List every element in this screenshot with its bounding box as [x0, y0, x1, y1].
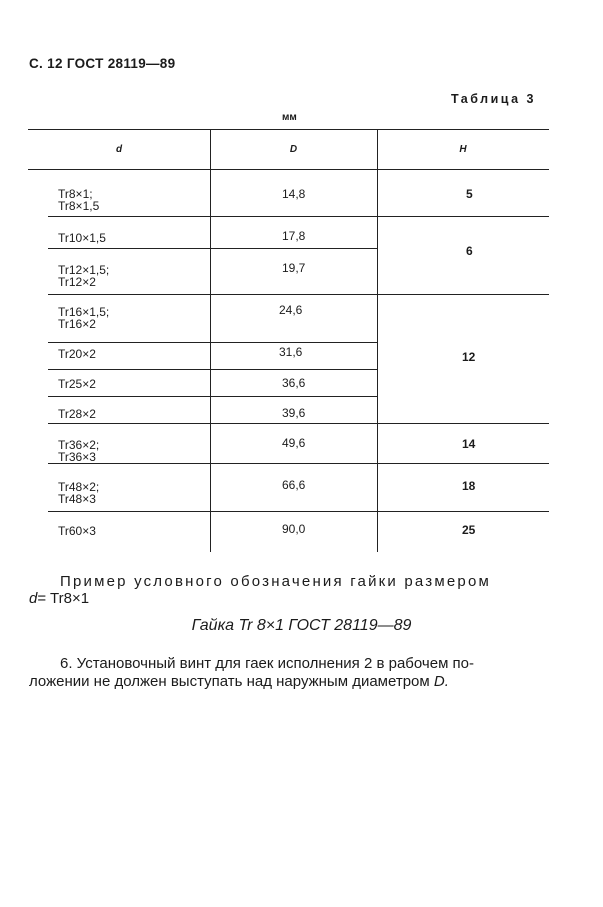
- page-header: С. 12 ГОСТ 28119—89: [29, 56, 176, 71]
- table-row: [58, 481, 99, 505]
- H-cell: 5: [466, 187, 473, 201]
- D-cell: 19,7: [282, 261, 306, 275]
- table-row: [58, 232, 106, 244]
- table-row: [58, 378, 96, 390]
- table-row: [58, 408, 96, 420]
- d-cell: Tr48×2;: [58, 480, 100, 494]
- table-row: [58, 264, 109, 288]
- d-cell: Tr16×1,5;: [58, 305, 110, 319]
- d-cell: Tr25×2: [58, 377, 96, 391]
- table-row: [58, 348, 96, 360]
- column-header-D: D: [289, 144, 298, 155]
- example-size: [29, 590, 89, 607]
- table-row: [58, 525, 96, 537]
- H-cell: 25: [462, 523, 476, 537]
- D-cell: 90,0: [282, 522, 306, 536]
- table-row: [58, 439, 99, 463]
- d-cell: Tr8×1;: [58, 187, 93, 201]
- D-cell: 36,6: [282, 376, 306, 390]
- d-cell: Tr8×1,5: [58, 199, 100, 213]
- table-row: [58, 188, 99, 212]
- paragraph-6-text: ложении не должен выступать над наружным диаметром: [29, 673, 430, 690]
- example-value: = Tr8×1: [37, 590, 90, 607]
- d-cell: Tr20×2: [58, 347, 96, 361]
- H-cell: 14: [462, 437, 476, 451]
- paragraph-6-var: D.: [433, 673, 449, 690]
- d-cell: Tr36×3: [58, 450, 96, 464]
- d-cell: Tr60×3: [58, 524, 96, 538]
- D-cell: 31,6: [279, 345, 303, 359]
- D-cell: 17,8: [282, 229, 306, 243]
- example-var: d: [29, 590, 38, 607]
- d-cell: Tr28×2: [58, 407, 96, 421]
- table-units: мм: [282, 112, 297, 123]
- paragraph-6-line-1: 6. Установочный винт для гаек исполнения 2 в рабочем по-: [60, 655, 475, 672]
- example-designation: Гайка Tr 8×1 ГОСТ 28119—89: [191, 617, 412, 634]
- example-lead: Пример условного обозначения гайки размером: [60, 573, 492, 590]
- D-cell: 14,8: [282, 187, 306, 201]
- d-cell: Tr48×3: [58, 492, 96, 506]
- table-label: Таблица 3: [450, 92, 536, 106]
- D-cell: 49,6: [282, 436, 306, 450]
- D-cell: 39,6: [282, 406, 306, 420]
- d-cell: Tr12×2: [58, 275, 96, 289]
- column-header-d: d: [115, 144, 123, 155]
- d-cell: Tr12×1,5;: [58, 263, 110, 277]
- H-cell: 6: [466, 244, 473, 258]
- d-cell: Tr16×2: [58, 317, 96, 331]
- D-cell: 24,6: [279, 303, 303, 317]
- H-cell: 12: [462, 350, 476, 364]
- d-cell: Tr36×2;: [58, 438, 100, 452]
- table-row: [58, 306, 109, 330]
- d-cell: Tr10×1,5: [58, 231, 106, 245]
- paragraph-6-line-2: [29, 673, 449, 690]
- H-cell: 18: [462, 479, 476, 493]
- column-header-H: H: [459, 144, 467, 155]
- D-cell: 66,6: [282, 478, 306, 492]
